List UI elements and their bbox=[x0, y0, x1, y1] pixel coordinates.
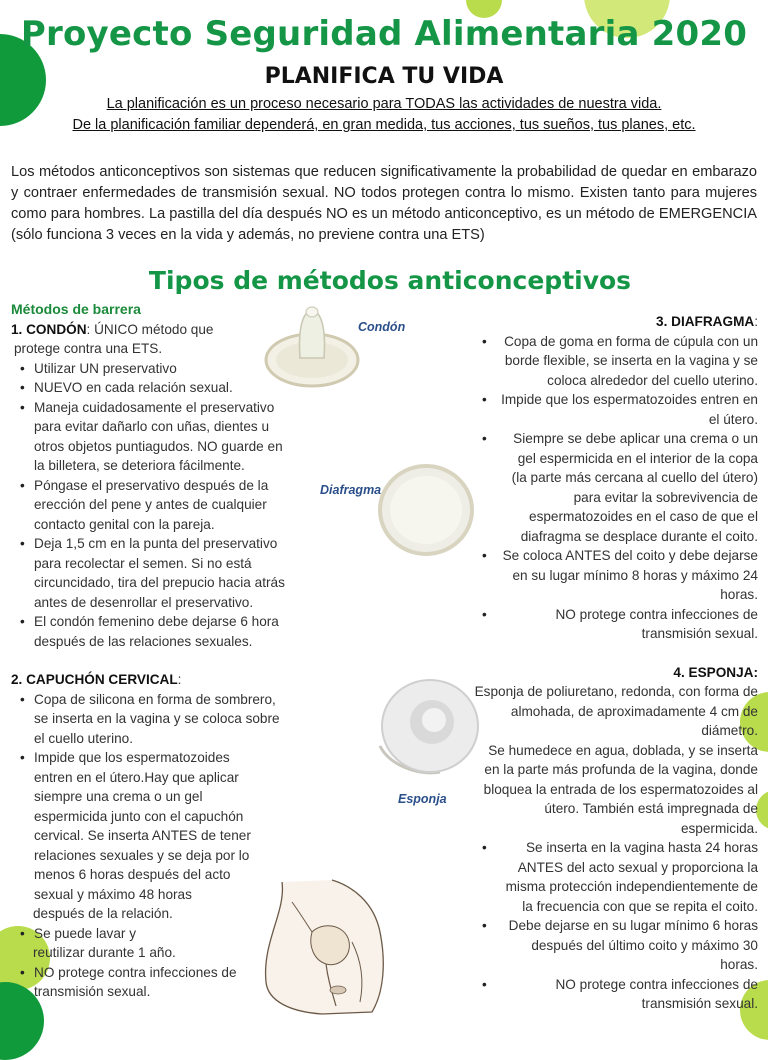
condon-intro: : ÚNICO método que bbox=[86, 321, 214, 337]
list-item: • El condón femenino debe dejarse 6 hora después de las relaciones sexuales. bbox=[11, 612, 291, 651]
sponge-caption: Esponja bbox=[398, 792, 447, 806]
list-item: • NO protege contra infecciones de transmisión sexual. bbox=[470, 975, 758, 1014]
capuchon-title: 2. CAPUCHÓN CERVICAL bbox=[11, 672, 178, 687]
section-title: Tipos de métodos anticonceptivos bbox=[148, 266, 632, 295]
capuchon-lavar-cont: reutilizar durante 1 año. bbox=[33, 945, 176, 960]
list-item: • NO protege contra infecciones de transmisión sexual. bbox=[470, 605, 758, 644]
list-item: • Impide que los espermatozoides entren en el útero.Hay que aplicar siempre una crema o un gel espermicida junto con el capuchón cervical. Se inserta ANTES de tener relaciones sexuales y se deja por lo menos 6 horas después del acto sexual y máximo 48 horas bbox=[11, 748, 264, 904]
condon-heading bbox=[11, 320, 291, 340]
list-item: • Póngase el preservativo después de la erección del pene y antes de cualquier contacto genital con la pareja. bbox=[11, 476, 291, 535]
esponja-title: 4. ESPONJA: bbox=[673, 664, 758, 680]
condom-image bbox=[262, 300, 372, 390]
capuchon-after-line: después de la relación. bbox=[33, 906, 173, 921]
barrier-methods-label: Métodos de barrera bbox=[11, 301, 141, 317]
page-subtitle: PLANIFICA TU VIDA bbox=[264, 64, 504, 89]
capuchon-list bbox=[11, 690, 291, 905]
list-item: • NO protege contra infecciones de transmisión sexual. bbox=[11, 963, 254, 1002]
capuchon-heading bbox=[11, 670, 291, 690]
list-item: • Se puede lavar y bbox=[11, 924, 291, 944]
diafragma-heading bbox=[470, 312, 758, 332]
right-column bbox=[470, 312, 758, 1014]
list-item: • Copa de goma en forma de cúpula con un borde flexible, se inserta en la vagina y se coloca alrededor del cuello uterino. bbox=[470, 332, 758, 391]
list-item: • Debe dejarse en su lugar mínimo 6 horas después del último coito y máximo 30 horas. bbox=[470, 916, 758, 975]
anatomy-illustration bbox=[252, 872, 392, 1020]
condon-list bbox=[11, 359, 291, 652]
left-column bbox=[11, 300, 291, 1002]
esponja-list bbox=[470, 838, 758, 1014]
capuchon-list-cont bbox=[11, 924, 291, 944]
list-item: • Siempre se debe aplicar una crema o un gel espermicida en el interior de la copa (la parte más cercana al cuello del útero) para evitar la sobrevivencia de espermatozoides en el caso de que el diafragma se desplace durante el coito. bbox=[470, 429, 758, 546]
capuchon-list-last bbox=[11, 963, 291, 1002]
list-item: • Copa de silicona en forma de sombrero, se inserta en la vagina y se coloca sobre el cuello uterino. bbox=[11, 690, 291, 749]
condom-caption: Condón bbox=[358, 320, 406, 334]
list-item: • Utilizar UN preservativo bbox=[11, 359, 291, 379]
diafragma-title: 3. DIAFRAGMA bbox=[656, 314, 755, 329]
list-item: • Impide que los espermatozoides entren en el útero. bbox=[470, 390, 758, 429]
diaphragm-caption: Diafragma bbox=[320, 483, 382, 497]
list-item: • Maneja cuidadosamente el preservativo para evitar dañarlo con uñas, dientes u otros objetos puntiagudos. NO guarde en la billetera, se deteriora fácilmente. bbox=[11, 398, 291, 476]
condon-intro-line2: protege contra una ETS. bbox=[14, 341, 163, 356]
capuchon-title-suffix: : bbox=[177, 672, 182, 687]
condon-title: 1. CONDÓN bbox=[11, 321, 87, 337]
page-title: Proyecto Seguridad Alimentaria 2020 bbox=[20, 14, 748, 54]
list-item: • NUEVO en cada relación sexual. bbox=[11, 378, 291, 398]
header-line-1: La planificación es un proceso necesario para TODAS las actividades de nuestra vida. bbox=[106, 96, 662, 112]
esponja-paragraph-1: Esponja de poliuretano, redonda, con forma de almohada, de aproximadamente 4 cm de diámetro. bbox=[474, 684, 758, 738]
diafragma-title-suffix: : bbox=[754, 314, 758, 329]
esponja-paragraph-2: Se humedece en agua, doblada, y se inserta en la parte más profunda de la vagina, donde bloquea la entrada de los espermatozoides al útero. También está impregnada de espermicida. bbox=[483, 742, 758, 836]
list-item: • Se coloca ANTES del coito y debe dejarse en su lugar mínimo 8 horas y máximo 24 horas. bbox=[470, 546, 758, 605]
sponge-image bbox=[370, 676, 480, 786]
intro-paragraph: Los métodos anticonceptivos son sistemas que reducen significativamente la probabilidad de quedar en embarazo y contraer enfermedades de transmisión sexual. NO todos protegen contra lo mismo. Existen tanto para mujeres como para hombres. La pastilla del día después NO es un método anticonceptivo, es un método de EMERGENCIA (sólo funciona 3 veces en la vida y además, no previene contra una ETS) bbox=[11, 164, 757, 243]
list-item: • Deja 1,5 cm en la punta del preservativo para recolectar el semen. Si no está circuncidado, tira del prepucio hacia atrás antes de desenrollar el preservativo. bbox=[11, 534, 291, 612]
header-line-2: De la planificación familiar dependerá, en gran medida, tus acciones, tus sueños, tus planes, etc. bbox=[72, 117, 696, 133]
diafragma-list bbox=[470, 332, 758, 644]
list-item: • Se inserta en la vagina hasta 24 horas ANTES del acto sexual y proporciona la misma protección independientemente de la frecuencia con que se repita el coito. bbox=[470, 838, 758, 916]
diaphragm-image bbox=[376, 462, 476, 558]
